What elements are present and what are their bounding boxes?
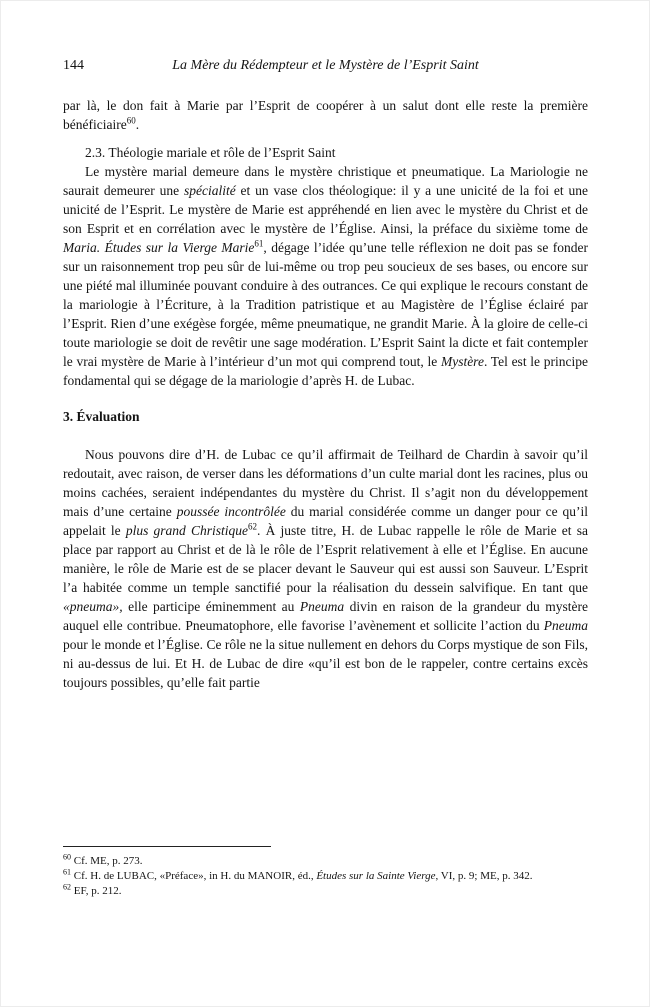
running-title: La Mère du Rédempteur et le Mystère de l’Esprit Saint bbox=[172, 58, 479, 73]
paragraph-mariology bbox=[63, 162, 588, 390]
footnote-ref-60: 60 bbox=[126, 115, 136, 126]
footnote-number: 60 bbox=[63, 852, 71, 862]
page-number: 144 bbox=[63, 58, 84, 73]
section-heading-evaluation: 3. Évaluation bbox=[63, 409, 140, 424]
footnote-ref-61: 61 bbox=[254, 238, 264, 249]
paragraph-evaluation bbox=[63, 445, 588, 692]
footnotes-section bbox=[63, 846, 588, 899]
text-run: par là, le don fait à Marie par l’Esprit de coopérer à un salut dont elle reste la première bénéficiaire bbox=[63, 98, 588, 132]
text-run: et un vase clos théologique: il y a une unicité de la foi et une unicité de l’Esprit. Le mystère de Marie est appréhendé en lien avec le mystère du Christ et de son Esprit et en corrélation avec le mystère de l’Église. Ainsi, la préface du sixième tome de bbox=[63, 183, 588, 236]
text-run-italic: Pneuma bbox=[543, 618, 588, 633]
footnote-text: EF, p. 212. bbox=[71, 885, 122, 897]
text-run-italic: spécialité bbox=[183, 183, 236, 198]
footnote-text: Cf. ME, p. 273. bbox=[71, 855, 143, 867]
book-title-italic: Maria. Études sur la Vierge Marie bbox=[63, 240, 255, 255]
paragraph-continuation bbox=[63, 96, 588, 134]
text-run-italic: Pneuma bbox=[299, 599, 345, 614]
text-run: divin en raison de la grandeur du mystère auquel elle contribue. Pneumatophore, elle favorise l’avènement et sollicite l’action du bbox=[63, 599, 588, 633]
page-header bbox=[63, 56, 588, 76]
footnote-book-title-italic: Études sur la Sainte Vierge bbox=[316, 870, 436, 882]
body-text bbox=[63, 96, 588, 692]
footnote-separator-rule bbox=[63, 846, 271, 847]
footnote-62 bbox=[63, 884, 588, 899]
text-run: Le mystère marial demeure dans le mystère christique et pneumatique. La Mariologie ne saurait demeurer une bbox=[63, 164, 588, 198]
footnote-text: , VI, p. 9; ME, p. 342. bbox=[435, 870, 533, 882]
text-run: . Tel est le principe fondamental qui se dégage de la mariologie d’après H. de Lubac. bbox=[63, 354, 588, 388]
footnote-60 bbox=[63, 854, 588, 869]
footnote-61 bbox=[63, 869, 588, 884]
text-run: . bbox=[135, 117, 140, 132]
text-run: , dégage l’idée qu’une telle réflexion ne doit pas se fonder sur un raisonnement trop peu sûr de lui-même ou trop peu soucieux de ses bases, ou encore sur une piété mal illuminée pouvant conduire à des outrances. Ce qui explique le recours constant de la mariologie à l’Écriture, à la Tradition patristique et au Magistère de l’Église éclairé par l’Esprit. Rien d’une exégèse forgée, même pneumatique, ne grandit Marie. À la gloire de celle-ci toute mariologie se doit de revêtir une sage modération. L’Esprit Saint la dicte et fait contempler le vrai mystère de Marie à l’intérieur d’un mot qui comprend tout, le bbox=[63, 240, 588, 369]
text-run: Nous pouvons dire d’H. de Lubac ce qu’il affirmait de Teilhard de Chardin à savoir qu’il redoutait, avec raison, de verser dans les déformations d’un culte marial dont les racines, plus ou moins cachées, seraient indépendantes du mystère du Christ. Il s’agit non du développement mais d’une certaine bbox=[63, 447, 588, 519]
footnote-ref-62: 62 bbox=[248, 521, 258, 532]
text-run: du marial considérée comme un danger pour ce qu’il appelait le bbox=[63, 504, 588, 538]
footnote-number: 61 bbox=[63, 867, 71, 877]
text-run: pour le monde et l’Église. Ce rôle ne la situe nullement en dehors du Corps mystique de son Fils, ni au-dessus de lui. Et H. de Lubac de dire «qu’il est bon de le rappeler, contre certains excès toujours possibles, qu’elle fait partie bbox=[63, 637, 588, 690]
text-run-italic: Mystère bbox=[440, 354, 484, 369]
text-run-italic: poussée incontrôlée bbox=[176, 504, 286, 519]
text-run: elle participe éminemment au bbox=[122, 599, 300, 614]
footnote-number: 62 bbox=[63, 882, 71, 892]
text-run: . À juste titre, H. de Lubac rappelle le rôle de Marie et sa place par rapport au Christ et de là le rôle de l’Esprit relativement à elle et l’Église. En aucune manière, le rôle de Marie est de se placer devant le Sauveur qui est aussi son Sauveur. L’Esprit l’a habitée comme un temple sanctifié pour la réalisation du dessein salvifique. En tant que bbox=[63, 523, 588, 595]
footnote-text: Cf. H. de LUBAC, «Préface», in H. du MANOIR, éd., bbox=[71, 870, 317, 882]
text-run-italic: «pneuma», bbox=[63, 599, 123, 614]
subsection-heading: 2.3. Théologie mariale et rôle de l’Esprit Saint bbox=[85, 145, 336, 160]
text-run-italic: plus grand Christique bbox=[125, 523, 249, 538]
